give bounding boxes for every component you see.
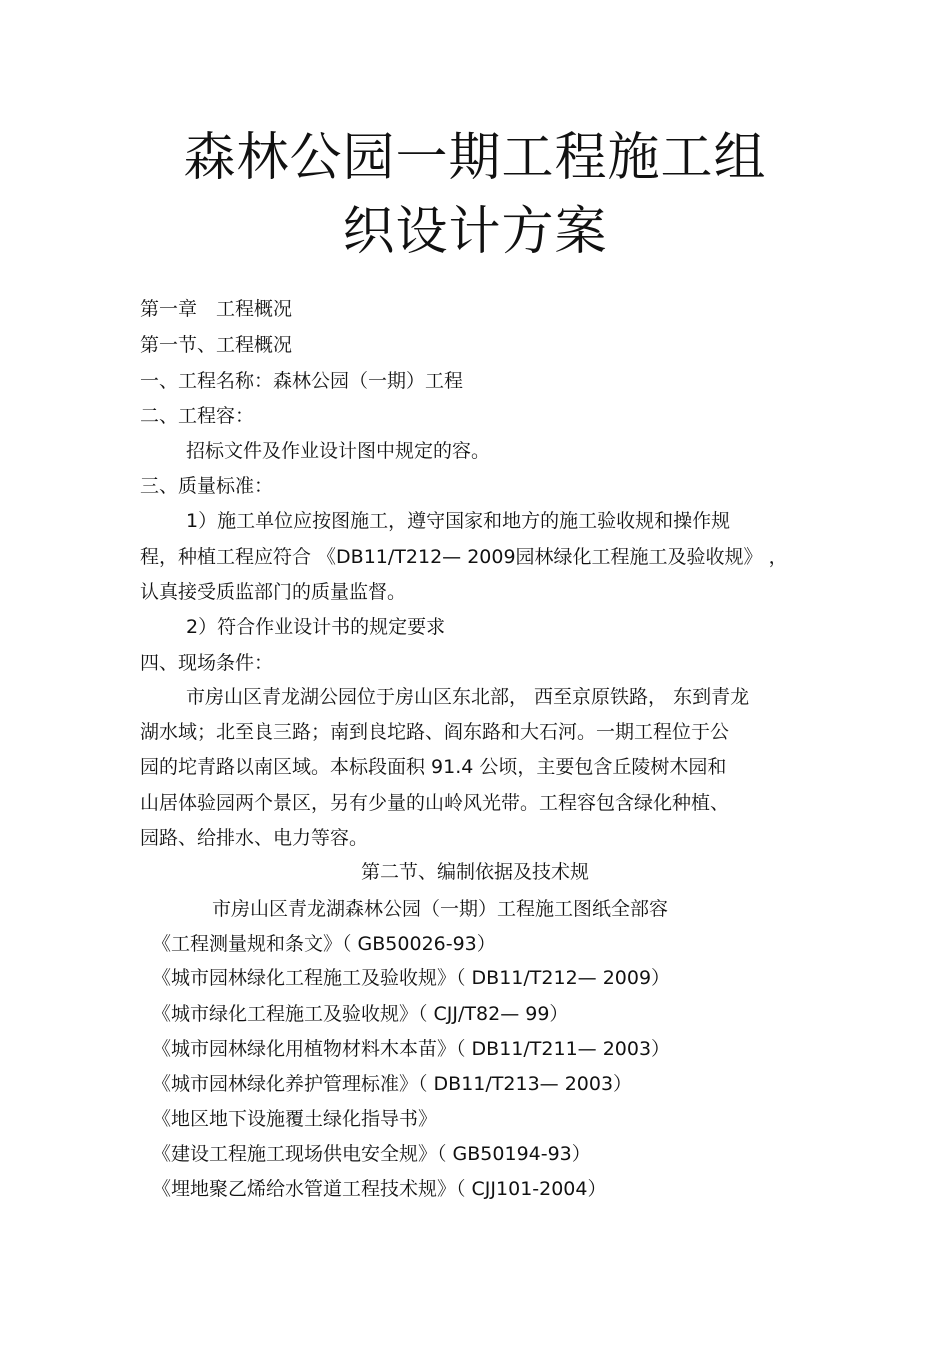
quality-paragraph-1-line-2: 程，种植工程应符合 《DB11/T212— 2009园林绿化工程施工及验收规》 ，	[140, 546, 788, 568]
project-content-text: 招标文件及作业设计图中规定的容。	[186, 440, 491, 462]
section-heading-1: 第一节、工程概况	[140, 334, 293, 356]
reference-item: 《工程测量规和条文》（ GB50026-93）	[152, 933, 496, 955]
site-paragraph-line-5: 园路、给排水、电力等容。	[140, 827, 369, 849]
reference-item: 《城市园林绿化用植物材料木本苗》（ DB11/T211— 2003）	[152, 1038, 671, 1060]
basis-intro: 市房山区青龙湖森林公园（一期）工程施工图纸全部容	[212, 898, 669, 920]
document-title-line-1: 森林公园一期工程施工组	[183, 128, 767, 188]
document-title-line-2: 织设计方案	[342, 202, 608, 262]
site-paragraph-line-4: 山居体验园两个景区，另有少量的山岭风光带。工程容包含绿化种植、	[140, 792, 730, 814]
reference-item: 《地区地下设施覆土绿化指导书》	[152, 1108, 438, 1130]
section-heading-2: 第二节、编制依据及技术规	[360, 861, 589, 883]
site-conditions-item: 四、现场条件：	[140, 652, 274, 674]
site-paragraph-line-2: 湖水域；北至良三路；南到良坨路、阎东路和大石河。一期工程位于公	[140, 721, 730, 743]
site-paragraph-line-1: 市房山区青龙湖公园位于房山区东北部， 西至京原铁路， 东到青龙	[186, 686, 750, 708]
project-content-item: 二、工程容：	[140, 405, 255, 427]
reference-item: 《城市园林绿化工程施工及验收规》（ DB11/T212— 2009）	[152, 967, 671, 989]
reference-item: 《城市园林绿化养护管理标准》（ DB11/T213— 2003）	[152, 1073, 633, 1095]
reference-item: 《城市绿化工程施工及验收规》（ CJJ/T82— 99）	[152, 1003, 569, 1025]
reference-item: 《埋地聚乙烯给水管道工程技术规》（ CJJ101-2004）	[152, 1178, 607, 1200]
quality-standard-item: 三、质量标准：	[140, 475, 274, 497]
site-paragraph-line-3: 园的坨青路以南区域。本标段面积 91.4 公顷，主要包含丘陵树木园和	[140, 756, 727, 778]
quality-paragraph-1-line-1: 1）施工单位应按图施工，遵守国家和地方的施工验收规和操作规	[186, 510, 731, 532]
reference-item: 《建设工程施工现场供电安全规》（ GB50194-93）	[152, 1143, 591, 1165]
project-name-item: 一、工程名称：森林公园（一期）工程	[140, 370, 464, 392]
quality-paragraph-2: 2）符合作业设计书的规定要求	[186, 616, 446, 638]
chapter-heading: 第一章 工程概况	[140, 298, 293, 320]
quality-paragraph-1-line-3: 认真接受质监部门的质量监督。	[140, 581, 407, 603]
